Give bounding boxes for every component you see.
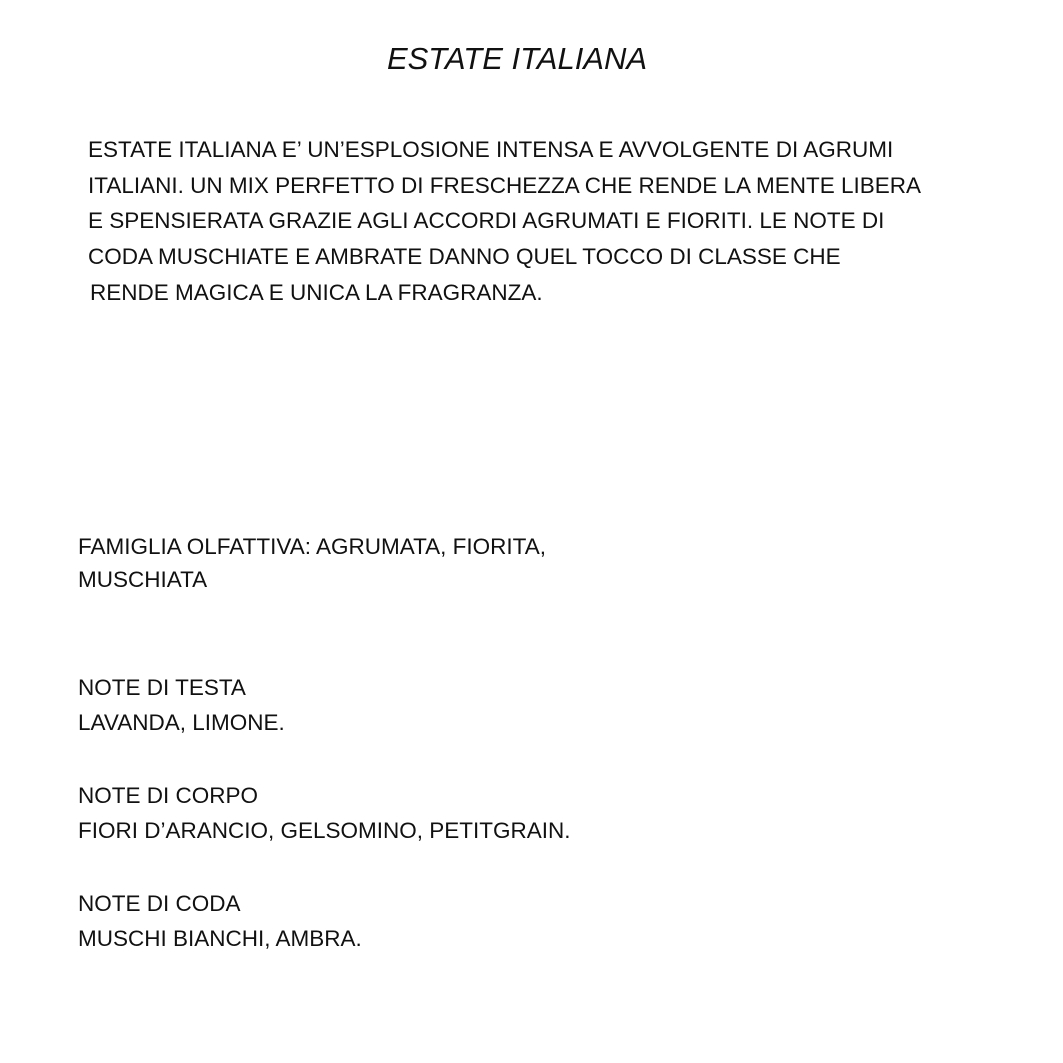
description-line: ITALIANI. UN MIX PERFETTO DI FRESCHEZZA CHE RENDE LA MENTE LIBERA [88,173,922,198]
description-line: ESTATE ITALIANA E’ UN’ESPLOSIONE INTENSA E AVVOLGENTE DI AGRUMI [88,137,894,162]
note-value: LAVANDA, LIMONE. [78,710,285,735]
note-heading: NOTE DI CODA [78,891,241,916]
note-value: FIORI D’ARANCIO, GELSOMINO, PETITGRAIN. [78,818,571,843]
note-value: MUSCHI BIANCHI, AMBRA. [78,926,362,951]
description-line: CODA MUSCHIATE E AMBRATE DANNO QUEL TOCCO DI CLASSE CHE [88,244,841,269]
note-heading: NOTE DI TESTA [78,675,246,700]
note-heading: NOTE DI CORPO [78,783,259,808]
page-title: ESTATE ITALIANA [386,41,648,76]
family-line: FAMIGLIA OLFATTIVA: AGRUMATA, FIORITA, [78,534,546,559]
description-line: E SPENSIERATA GRAZIE AGLI ACCORDI AGRUMATI E FIORITI. LE NOTE DI [88,208,885,233]
description-line: RENDE MAGICA E UNICA LA FRAGRANZA. [90,280,543,305]
family-line: MUSCHIATA [78,567,208,592]
